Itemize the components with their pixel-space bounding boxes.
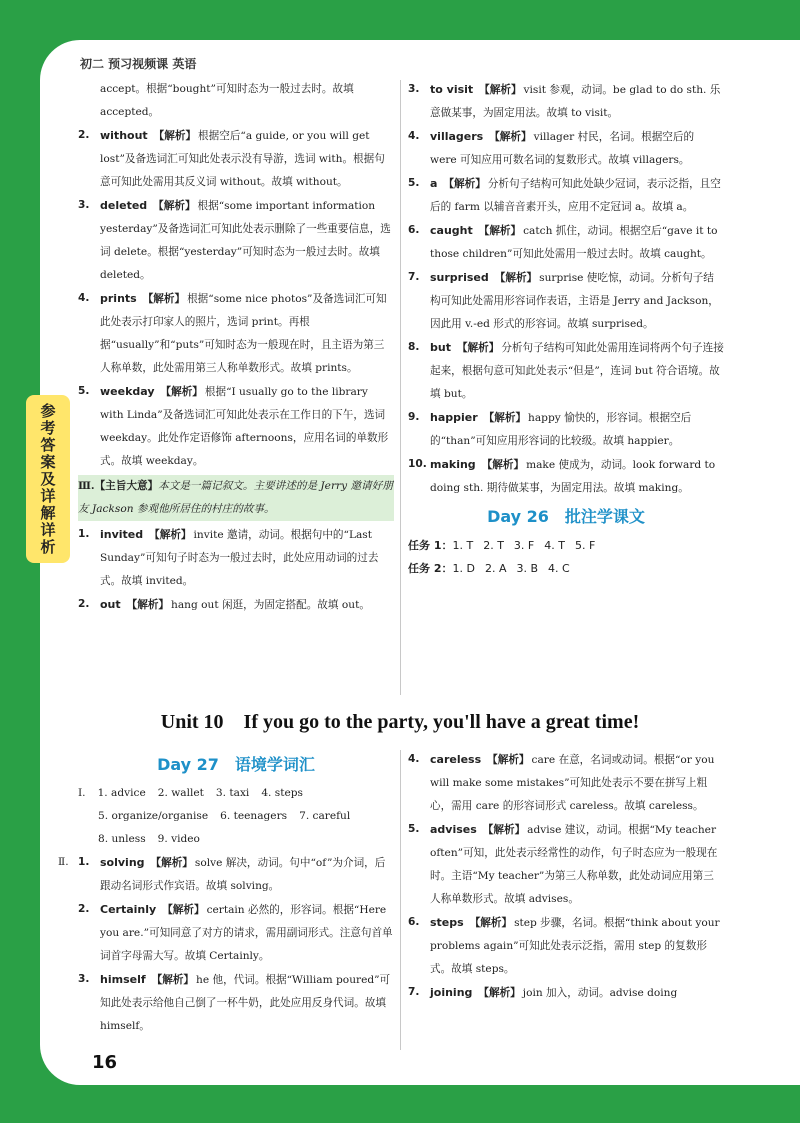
item-number: 6. (408, 916, 420, 928)
right-column-upper (408, 78, 724, 580)
item-number: 2. (78, 129, 90, 141)
item-number: 8. (408, 341, 420, 353)
analysis-text: happy 愉快的，形容词。根据空后的“than”可知应用形容词的比较级。故填 happier。 (430, 412, 692, 447)
answer-item (408, 981, 724, 1005)
answer-item (408, 78, 724, 125)
answer-item (408, 818, 724, 911)
answer-word: without (100, 129, 148, 142)
answer-word: happier (430, 411, 478, 424)
analysis-text: surprise 使吃惊，动词。分析句子结构可知此处需用形容词作表语，主语是 Jerry and Jackson，因此用 v.-ed 形式的形容词。故填 surprised。 (430, 272, 719, 330)
answer-item (78, 968, 394, 1038)
analysis-tag: 【解析】 (126, 599, 170, 611)
task-2-label: 任务 2： (408, 562, 453, 575)
answer-word: solving (100, 856, 145, 869)
analysis-text: visit 参观，动词。be glad to do sth. 乐意做某事，为固定用法。故填 to visit。 (430, 84, 721, 119)
right-column-lower (408, 748, 724, 1005)
section-1-label: Ⅰ. (78, 787, 86, 799)
answer-item (78, 124, 394, 194)
answer-word: invited (100, 528, 144, 541)
continued-text: accept。根据“bought”可知时态为一般过去时。故填 accepted。 (100, 83, 354, 118)
analysis-text: 根据“some nice photos”及备选词汇可知此处表示打印家人的照片，选词 print。再根据“usually”和“puts”可知时态为一般现在时，且主语为第三人称单数，此处需用第三人称单数形式。故填 prints。 (100, 293, 387, 374)
answer-item (408, 453, 724, 500)
answer-item (408, 748, 724, 818)
vocab-row (78, 805, 394, 828)
analysis-text: step 步骤，名词。根据“think about your problems again”可知此处表示泛指，需用 step 的复数形式。故填 steps。 (430, 917, 720, 975)
task-1-label: 任务 1： (408, 539, 453, 552)
vocab-answer: 3. taxi (215, 787, 250, 799)
answer-item (408, 336, 724, 406)
task-2-row (408, 557, 724, 580)
analysis-tag: 【解析】 (150, 857, 193, 869)
analysis-tag: 【解析】 (489, 131, 532, 143)
analysis-text: 根据空后“a guide, or you will get lost”及备选词汇可知此处表示没有导游，选词 with。根据句意可知此处需用其反义词 without。故填 without。 (100, 130, 385, 188)
column-divider (400, 80, 401, 695)
analysis-tag: 【解析】 (479, 84, 522, 96)
task-answer: 2. T (483, 539, 504, 552)
answer-word: caught (430, 224, 473, 237)
item-number: 4. (408, 130, 420, 142)
left-column-lower (58, 748, 394, 1038)
vocab-row (78, 782, 394, 805)
analysis-tag: 【解析】 (456, 342, 500, 354)
analysis-text: villager 村民，名词。根据空后的 were 可知应用可数名词的复数形式。故填 villagers。 (430, 131, 695, 166)
analysis-text: hang out 闲逛，为固定搭配。故填 out。 (171, 599, 370, 611)
page-number: 16 (92, 1052, 118, 1073)
vocab-answer: 6. teenagers (220, 810, 288, 822)
task-1-row (408, 534, 724, 557)
analysis-tag: 【解析】 (478, 225, 522, 237)
summary-label: Ⅲ.【主旨大意】 (78, 480, 159, 492)
vocab-answer: 9. video (157, 833, 200, 845)
unit-title: Unit 10 If you go to the party, you'll have a great time! (160, 711, 640, 733)
answer-item (408, 172, 724, 219)
side-tab-label: 参考答案及详解详析 (38, 402, 57, 556)
item-number: 5. (78, 385, 90, 397)
task-answer: 5. F (574, 539, 596, 552)
item-number: 1. (78, 528, 90, 540)
item-number: 10. (408, 458, 427, 470)
task-answer: 4. T (544, 539, 565, 552)
analysis-tag: 【解析】 (483, 412, 527, 424)
day-26-title: Day 26 批注学课文 (487, 507, 645, 526)
analysis-tag: 【解析】 (482, 824, 526, 836)
answer-word: weekday (100, 385, 155, 398)
item-number: 9. (408, 411, 420, 423)
analysis-tag: 【解析】 (149, 529, 192, 541)
analysis-text: care 在意，名词或动词。根据“or you will make some mistakes”可知此处表示不要在拼写上粗心，需用 care 的形容词形式 careless。故填 careless。 (430, 754, 715, 812)
left-column-upper (78, 78, 394, 617)
answer-word: Certainly (100, 903, 157, 916)
analysis-tag: 【解析】 (481, 459, 525, 471)
analysis-tag: 【解析】 (469, 917, 513, 929)
analysis-tag: 【解析】 (142, 293, 186, 305)
analysis-tag: 【解析】 (153, 130, 197, 142)
item-number: 5. (408, 823, 420, 835)
vocab-row (78, 828, 394, 851)
answer-word: careless (430, 753, 482, 766)
analysis-text: solve 解决，动词。句中“of”为介词，后跟动名词形式作宾语。故填 solving。 (100, 857, 386, 892)
item-number: 2. (78, 903, 90, 915)
task-answer: 3. F (513, 539, 535, 552)
answer-item (78, 194, 394, 287)
summary-block (78, 475, 394, 521)
analysis-tag: 【解析】 (153, 200, 196, 212)
item-number: 4. (408, 753, 420, 765)
analysis-text: make 使成为，动词。look forward to doing sth. 期待做某事，为固定用法。故填 making。 (430, 459, 716, 494)
analysis-tag: 【解析】 (443, 178, 486, 190)
answer-item (78, 898, 394, 968)
answer-word: out (100, 598, 121, 611)
task-answer: 1. D (452, 562, 475, 575)
answer-item (408, 911, 724, 981)
answer-item (78, 287, 394, 380)
task-answer: 3. B (516, 562, 539, 575)
analysis-tag: 【解析】 (160, 386, 203, 398)
item-number: 3. (78, 199, 90, 211)
item-number: 3. (78, 973, 90, 985)
analysis-text: certain 必然的，形容词。根据“Here you are.”可知同意了对方的请求，需用副词形式。注意句首单词首字母需大写。故填 Certainly。 (100, 904, 393, 962)
analysis-text: advise 建议，动词。根据“My teacher often”可知，此处表示经常性的动作，句子时态应为一般现在时。主语“My teacher”为第三人称单数，此处动词应用第三人称单数形式。故填 advises。 (430, 824, 718, 905)
answer-word: making (430, 458, 476, 471)
answer-word: villagers (430, 130, 484, 143)
analysis-text: 根据“I usually go to the library with Linda”及备选词汇可知此处表示在工作日的下午，选词 weekday。此处作定语修饰 afternoons，应用名词的单数形式。故填 weekday。 (100, 386, 389, 467)
analysis-text: he 他，代词。根据“William poured”可知此处表示给他自己倒了一杯牛奶，此处应用反身代词。故填 himself。 (100, 974, 391, 1032)
analysis-text: join 加入，动词。advise doing (522, 987, 678, 999)
analysis-tag: 【解析】 (487, 754, 530, 766)
analysis-tag: 【解析】 (151, 974, 195, 986)
analysis-tag: 【解析】 (494, 272, 538, 284)
answer-item (78, 380, 394, 473)
column-divider (400, 750, 401, 1050)
answer-word: prints (100, 292, 137, 305)
answer-word: but (430, 341, 451, 354)
item-number: 6. (408, 224, 420, 236)
item-number: 7. (408, 986, 420, 998)
page-header: 初二 预习视频课 英语 (80, 57, 197, 71)
answer-word: a (430, 177, 438, 190)
side-tab (26, 395, 70, 563)
answer-word: to visit (430, 83, 474, 96)
item-number: 4. (78, 292, 90, 304)
vocab-answer: 7. careful (299, 810, 351, 822)
answer-item (408, 219, 724, 266)
answer-item (78, 593, 394, 617)
answer-word: himself (100, 973, 146, 986)
item-number: 5. (408, 177, 420, 189)
item-number: 1. (78, 856, 90, 868)
vocab-answer: 4. steps (261, 787, 303, 799)
answer-item (78, 523, 394, 593)
answer-word: deleted (100, 199, 148, 212)
analysis-text: 分析句子结构可知此处缺少冠词，表示泛指，且空后的 farm 以辅音音素开头，应用不定冠词 a。故填 a。 (430, 178, 721, 213)
item-number: 2. (78, 598, 90, 610)
day-27-title: Day 27 语境学词汇 (157, 755, 315, 774)
analysis-tag: 【解析】 (162, 904, 205, 916)
answer-item (408, 125, 724, 172)
summary-text: 本文是一篇记叙文。主要讲述的是 Jerry 邀请好朋友 Jackson 参观他所居住的村庄的故事。 (78, 480, 393, 515)
answer-word: surprised (430, 271, 489, 284)
task-answer: 4. C (548, 562, 570, 575)
analysis-text: invite 邀请，动词。根据句中的“Last Sunday”可知句子时态为一般过去时，此处应用动词的过去式。故填 invited。 (100, 529, 379, 587)
vocab-answer: 2. wallet (157, 787, 204, 799)
item-number: 3. (408, 83, 420, 95)
answer-item (408, 266, 724, 336)
answer-item (408, 406, 724, 453)
vocab-answer: 1. advice (97, 787, 146, 799)
answer-word: steps (430, 916, 464, 929)
answer-item (58, 851, 394, 898)
analysis-tag: 【解析】 (478, 987, 521, 999)
analysis-text: 分析句子结构可知此处需用连词将两个句子连接起来，根据句意可知此处表示“但是”，连词 but 符合语境。故填 but。 (430, 342, 724, 400)
section-2-label: Ⅱ. (58, 856, 69, 868)
answer-word: advises (430, 823, 477, 836)
task-answer: 2. A (484, 562, 507, 575)
vocab-answer: 8. unless (98, 833, 146, 845)
answer-word: joining (430, 986, 473, 999)
analysis-text: catch 抓住，动词。根据空后“gave it to those children”可知此处需用一般过去时。故填 caught。 (430, 225, 718, 260)
item-number: 7. (408, 271, 420, 283)
analysis-text: 根据“some important information yesterday”及备选词汇可知此处表示删除了一些重要信息，选词 delete。根据“yesterday”可知时态为一般过去时。故填 deleted。 (100, 200, 391, 281)
task-answer: 1. T (452, 539, 474, 552)
vocab-answer: 5. organize/organise (98, 810, 209, 822)
